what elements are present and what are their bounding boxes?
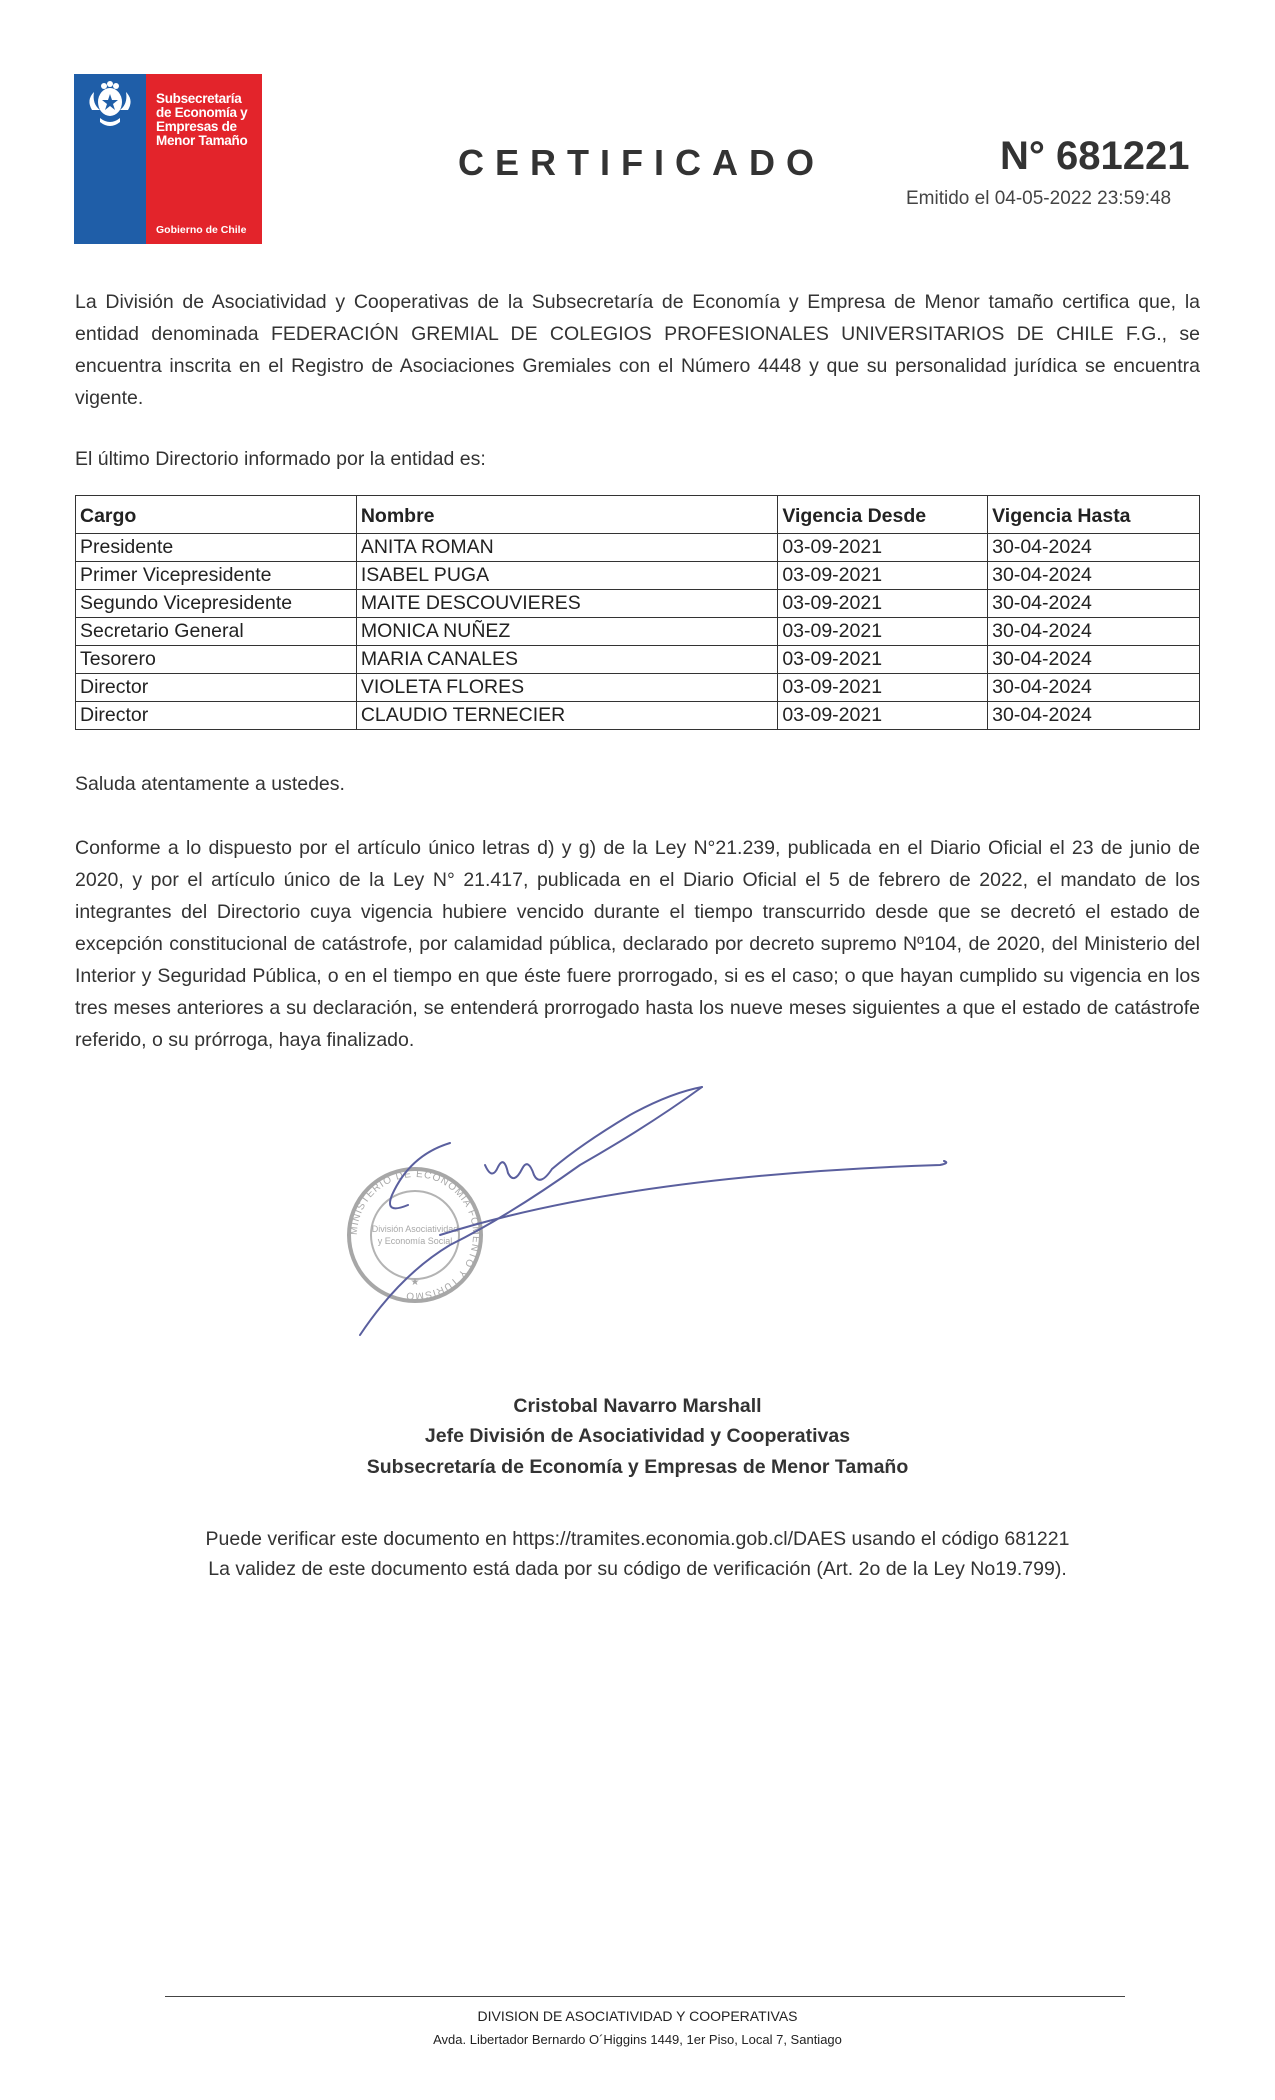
cell-hasta: 30-04-2024 — [988, 534, 1200, 562]
signature-stamp — [330, 1085, 970, 1365]
logo-line: Empresas de — [156, 119, 237, 134]
logo-line: Menor Tamaño — [156, 133, 248, 148]
cell-desde: 03-09-2021 — [778, 618, 988, 646]
cell-cargo: Primer Vicepresidente — [76, 562, 357, 590]
table-row — [76, 646, 1200, 674]
cell-hasta: 30-04-2024 — [988, 702, 1200, 730]
stamp-inner-line: División Asociatividad — [371, 1224, 459, 1234]
cell-nombre: ISABEL PUGA — [356, 562, 777, 590]
column-header: Nombre — [356, 496, 777, 534]
cell-desde: 03-09-2021 — [778, 646, 988, 674]
table-row — [76, 534, 1200, 562]
cell-desde: 03-09-2021 — [778, 534, 988, 562]
column-header: Vigencia Desde — [778, 496, 988, 534]
cell-nombre: MARIA CANALES — [356, 646, 777, 674]
handwritten-signature — [360, 1087, 946, 1335]
table-header-row — [76, 496, 1200, 534]
cell-cargo: Tesorero — [76, 646, 357, 674]
issue-date: Emitido el 04-05-2022 23:59:48 — [906, 188, 1172, 209]
cell-hasta: 30-04-2024 — [988, 674, 1200, 702]
cell-desde: 03-09-2021 — [778, 590, 988, 618]
verification-line: Puede verificar este documento en https://tramites.economia.gob.cl/DAES usando el código 681221 — [205, 1528, 1070, 1550]
directorio-intro: El último Directorio informado por la entidad es: — [75, 448, 486, 470]
signer-organization: Subsecretaría de Economía y Empresas de Menor Tamaño — [366, 1456, 909, 1478]
intro-paragraph: La División de Asociatividad y Cooperativas de la Subsecretaría de Economía y Empresa de Menor tamaño certifica que, la entidad denominada FEDERACIÓN GREMIAL DE COLEGIOS PROFESIONALES UNIVERSITARIOS DE CHILE F.G., se encuentra inscrita en el Registro de Asociaciones Gremiales con el Número 4448 y que su personalidad jurídica se encuentra vigente. — [75, 291, 1200, 409]
cell-nombre: VIOLETA FLORES — [356, 674, 777, 702]
cell-cargo: Presidente — [76, 534, 357, 562]
cell-cargo: Director — [76, 702, 357, 730]
signer-role: Jefe División de Asociatividad y Cooperativas — [424, 1425, 851, 1447]
logo-line: de Economía y — [156, 105, 248, 120]
closing-greeting: Saluda atentamente a ustedes. — [75, 773, 345, 795]
logo-line: Subsecretaría — [156, 91, 242, 106]
cell-cargo: Secretario General — [76, 618, 357, 646]
cell-nombre: MONICA NUÑEZ — [356, 618, 777, 646]
logo-text — [156, 92, 247, 148]
cell-desde: 03-09-2021 — [778, 702, 988, 730]
stamp-ring-text: MINISTERIO DE ECONOMÍA FOMENTO Y TURISMO — [348, 1168, 482, 1302]
document-title: CERTIFICADO — [458, 142, 825, 183]
cell-desde: 03-09-2021 — [778, 562, 988, 590]
table-row — [76, 674, 1200, 702]
table-row — [76, 702, 1200, 730]
cell-hasta: 30-04-2024 — [988, 562, 1200, 590]
cell-nombre: MAITE DESCOUVIERES — [356, 590, 777, 618]
cell-hasta: 30-04-2024 — [988, 618, 1200, 646]
coat-of-arms-icon — [82, 80, 138, 130]
footer-address: Avda. Libertador Bernardo O´Higgins 1449, 1er Piso, Local 7, Santiago — [433, 2032, 842, 2047]
stamp-star-icon: ★ — [410, 1277, 420, 1288]
logo-gobierno: Gobierno de Chile — [156, 224, 247, 236]
table-row — [76, 590, 1200, 618]
table-row — [76, 618, 1200, 646]
logo-blue-band — [74, 74, 146, 244]
cell-cargo: Director — [76, 674, 357, 702]
logo-red-band — [146, 74, 262, 244]
footer-division: DIVISION DE ASOCIATIVIDAD Y COOPERATIVAS — [477, 2008, 798, 2024]
directorio-table — [75, 495, 1200, 730]
cell-cargo: Segundo Vicepresidente — [76, 590, 357, 618]
cell-desde: 03-09-2021 — [778, 674, 988, 702]
footer-divider — [165, 1996, 1125, 1997]
official-stamp — [349, 1169, 481, 1301]
column-header: Vigencia Hasta — [988, 496, 1200, 534]
stamp-inner-line: y Economía Social — [377, 1236, 453, 1246]
gobierno-logo — [74, 74, 262, 244]
legal-paragraph: Conforme a lo dispuesto por el artículo único letras d) y g) de la Ley N°21.239, publicada en el Diario Oficial el 23 de junio de 2020, y por el artículo único de la Ley N° 21.417, publicada en el Diario Oficial el 5 de febrero de 2022, el mandato de los integrantes del Directorio cuya vigencia hubiere vencido durante el tiempo transcurrido desde que se decretó el estado de excepción constitucional de catástrofe, por calamidad pública, declarado por decreto supremo Nº104, de 2020, del Ministerio del Interior y Seguridad Pública, o en el tiempo en que éste fuere prorrogado, si es el caso; o que hayan cumplido su vigencia en los tres meses anteriores a su declaración, se entenderá prorrogado hasta los nueve meses siguientes a que el estado de catástrofe referido, o su prórroga, haya finalizado. — [75, 837, 1200, 1051]
column-header: Cargo — [76, 496, 357, 534]
validity-line: La validez de este documento está dada por su código de verificación (Art. 2o de la Ley No19.799). — [208, 1558, 1067, 1580]
table-row — [76, 562, 1200, 590]
cell-hasta: 30-04-2024 — [988, 646, 1200, 674]
cell-nombre: ANITA ROMAN — [356, 534, 777, 562]
cell-nombre: CLAUDIO TERNECIER — [356, 702, 777, 730]
signer-name: Cristobal Navarro Marshall — [513, 1395, 762, 1417]
cell-hasta: 30-04-2024 — [988, 590, 1200, 618]
certificate-number: N° 681221 — [1000, 134, 1190, 178]
